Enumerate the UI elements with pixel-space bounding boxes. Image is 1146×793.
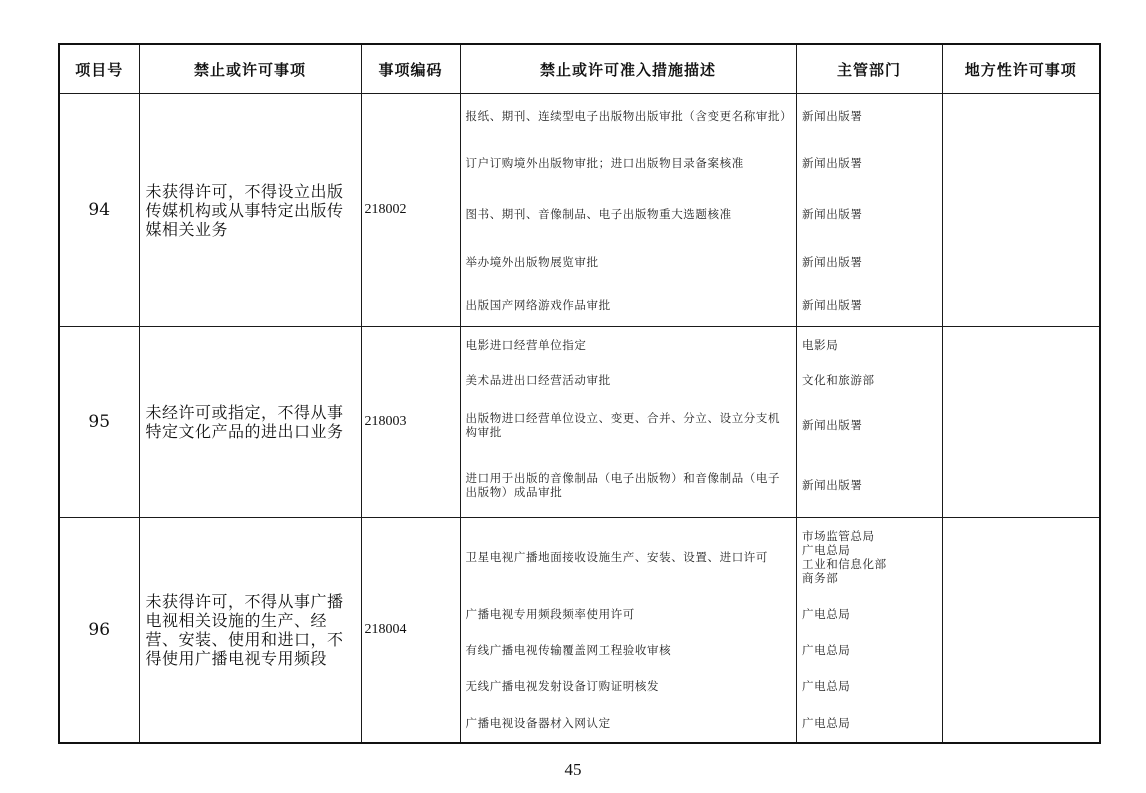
measure-department: 新闻出版署 [802, 478, 863, 492]
item-description: 未经许可或指定，不得从事特定文化产品的进出口业务 [139, 327, 361, 518]
measure-description: 进口用于出版的音像制品（电子出版物）和音像制品（电子出版物）成品审批 [461, 453, 797, 517]
measure-department: 广电总局 [802, 607, 851, 621]
measures-cell [460, 327, 942, 518]
item-code: 218002 [361, 94, 460, 327]
measure-department: 新闻出版署 [802, 207, 863, 221]
header-project-number: 项目号 [59, 44, 139, 94]
header-local-permit: 地方性许可事项 [942, 44, 1100, 94]
measure-description: 订户订购境外出版物审批；进口出版物目录备案核准 [461, 138, 797, 188]
table-row [59, 518, 1100, 744]
measure-department: 新闻出版署 [802, 255, 863, 269]
local-permit [942, 327, 1100, 518]
measures-list [461, 327, 943, 517]
measure-department: 市场监管总局 广电总局 工业和信息化部 商务部 [802, 529, 887, 585]
measure-department: 新闻出版署 [802, 109, 863, 123]
measure-department: 广电总局 [802, 643, 851, 657]
measure-row [461, 596, 943, 632]
measure-row [461, 668, 943, 704]
measure-department: 文化和旅游部 [802, 373, 875, 387]
page-number: 45 [564, 760, 582, 779]
measures-list [461, 518, 943, 742]
item-code: 218003 [361, 327, 460, 518]
table-header-row [59, 44, 1100, 94]
measure-department: 新闻出版署 [802, 156, 863, 170]
header-department: 主管部门 [796, 44, 942, 94]
header-code: 事项编码 [361, 44, 460, 94]
local-permit [942, 94, 1100, 327]
measure-row [461, 632, 943, 668]
measure-row [461, 397, 943, 453]
permit-table [58, 43, 1101, 744]
item-description: 未获得许可，不得设立出版传媒机构或从事特定出版传媒相关业务 [139, 94, 361, 327]
item-code: 218004 [361, 518, 460, 744]
measure-description: 广播电视设备器材入网认定 [461, 704, 797, 742]
project-number: 96 [59, 518, 139, 744]
measure-row [461, 94, 943, 138]
measure-row [461, 188, 943, 240]
local-permit [942, 518, 1100, 744]
measure-department: 广电总局 [802, 679, 851, 693]
measure-row [461, 138, 943, 188]
measure-row [461, 518, 943, 596]
measure-description: 报纸、期刊、连续型电子出版物出版审批（含变更名称审批） [461, 94, 797, 138]
measure-description: 广播电视专用频段频率使用许可 [461, 596, 797, 632]
measure-row [461, 363, 943, 397]
measure-description: 电影进口经营单位指定 [461, 327, 797, 363]
measure-description: 出版物进口经营单位设立、变更、合并、分立、设立分支机构审批 [461, 397, 797, 453]
measure-row [461, 327, 943, 363]
measure-description: 卫星电视广播地面接收设施生产、安装、设置、进口许可 [461, 518, 797, 596]
measure-row [461, 284, 943, 326]
measures-list [461, 94, 943, 326]
project-number: 95 [59, 327, 139, 518]
project-number: 94 [59, 94, 139, 327]
measure-description: 美术品进出口经营活动审批 [461, 363, 797, 397]
measure-description: 图书、期刊、音像制品、电子出版物重大选题核准 [461, 188, 797, 240]
measure-description: 无线广播电视发射设备订购证明核发 [461, 668, 797, 704]
measure-description: 举办境外出版物展览审批 [461, 240, 797, 284]
measure-department: 新闻出版署 [802, 418, 863, 432]
measures-cell [460, 518, 942, 744]
header-measure-description: 禁止或许可准入措施描述 [460, 44, 796, 94]
measure-row [461, 704, 943, 742]
measure-department: 新闻出版署 [802, 298, 863, 312]
measure-department: 广电总局 [802, 716, 851, 730]
table-row [59, 327, 1100, 518]
measure-department: 电影局 [802, 338, 839, 352]
item-description: 未获得许可，不得从事广播电视相关设施的生产、经营、安装、使用和进口，不得使用广播电视专用频段 [139, 518, 361, 744]
header-item: 禁止或许可事项 [139, 44, 361, 94]
measures-cell [460, 94, 942, 327]
measure-row [461, 240, 943, 284]
table-row [59, 94, 1100, 327]
measure-description: 有线广播电视传输覆盖网工程验收审核 [461, 632, 797, 668]
measure-description: 出版国产网络游戏作品审批 [461, 284, 797, 326]
measure-row [461, 453, 943, 517]
